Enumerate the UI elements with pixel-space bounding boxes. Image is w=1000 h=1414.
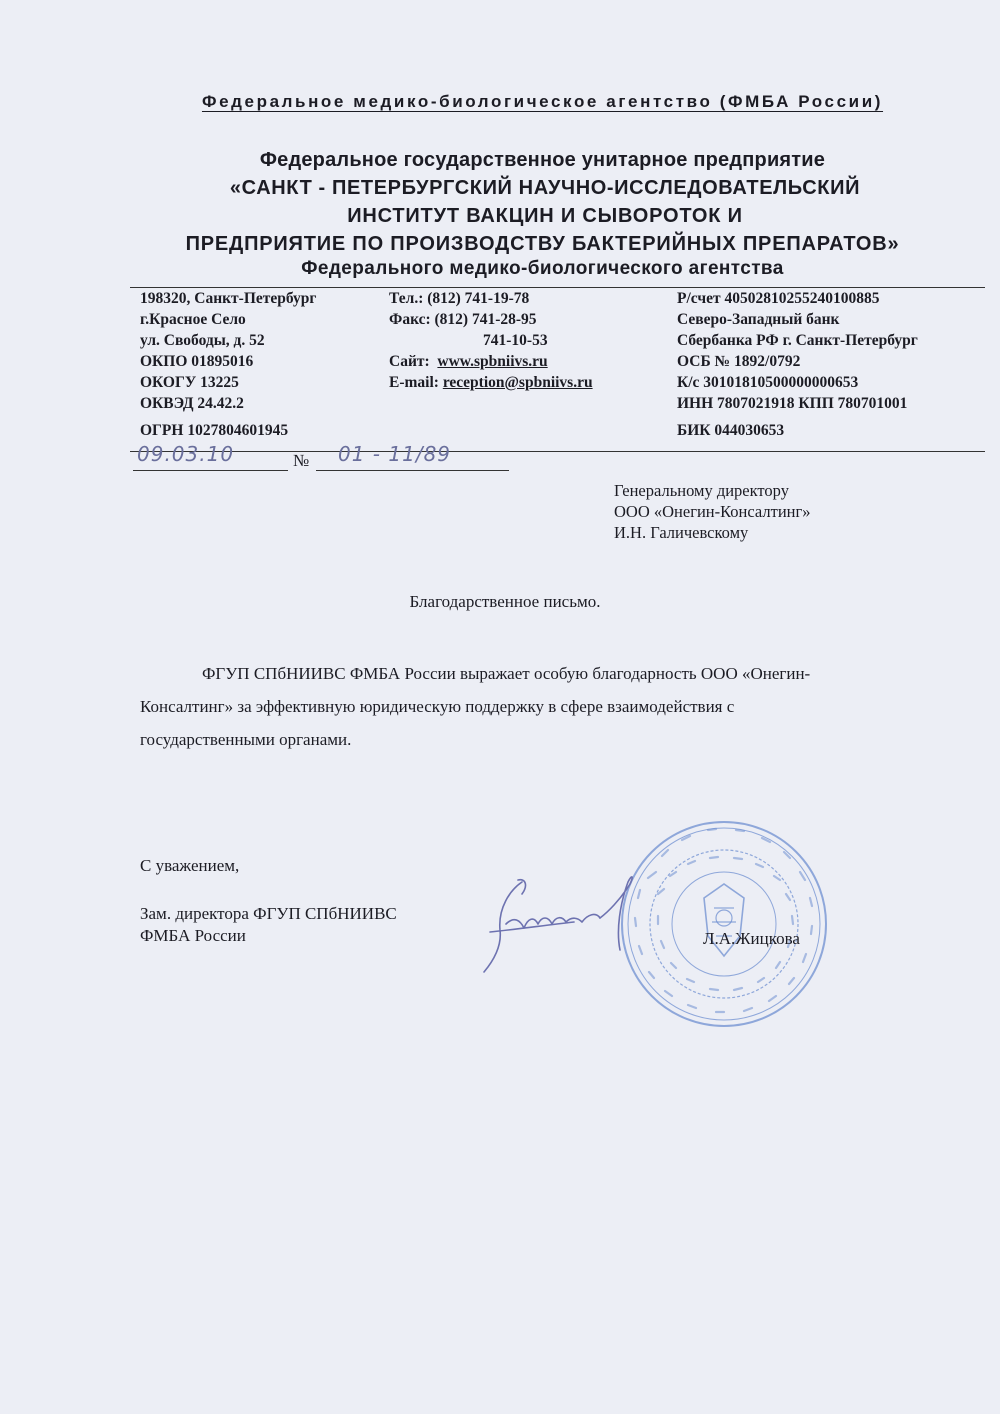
email-row: E-mail: reception@spbniivs.ru [389, 374, 593, 391]
address-column: 198320, Санкт-Петербург г.Красное Село ул. Свободы, д. 52 ОКПО 01895016 ОКОГУ 13225 ОКВЭД 24.42.2 ОГРН 1027804601945 [140, 290, 317, 439]
letter-body: ФГУП СПбНИИВС ФМБА России выражает особую благодарность ООО «Онегин- Консалтинг» за эффективную юридическую поддержку в сфере взаимодействия с государственными органами. [140, 664, 811, 749]
contacts-column [389, 288, 593, 393]
site-row: Сайт: www.spbniivs.ru [389, 353, 548, 370]
org-line: Федеральное государственное унитарное предприятие [259, 149, 826, 171]
fax: Факс: (812) 741-28-95 [389, 311, 537, 328]
agency-name: Федеральное медико-биологическое агентство (ФМБА России) [201, 92, 884, 111]
number-sign: № [293, 451, 310, 470]
org-line: ПРЕДПРИЯТИЕ ПО ПРОИЗВОДСТВУ БАКТЕРИЙНЫХ ПРЕПАРАТОВ» [185, 233, 900, 255]
site-link[interactable]: www.spbniivs.ru [437, 353, 548, 370]
phone: Тел.: (812) 741-19-78 [389, 290, 530, 307]
bik: БИК 044030653 [677, 422, 785, 439]
date-underline [133, 470, 288, 471]
organization-name [0, 146, 1000, 280]
org-line: Федерального медико-биологического агентства [301, 258, 784, 279]
email-link[interactable]: reception@spbniivs.ru [442, 374, 593, 391]
registration-number: 01 - 11/89 [338, 442, 452, 466]
org-line: ИНСТИТУТ ВАКЦИН И СЫВОРОТОК И [347, 205, 743, 227]
signer-name: Л.А.Жицкова [703, 929, 800, 948]
addressee-block: Генеральному директору ООО «Онегин-Консалтинг» И.Н. Галичевскому [614, 481, 811, 542]
letter-title: Благодарственное письмо. [409, 592, 601, 611]
fax-2: 741-10-53 [483, 332, 548, 349]
handwritten-signature [470, 860, 645, 990]
round-seal-stamp [618, 818, 830, 1030]
header-bottom-rule [130, 451, 985, 452]
registration-date: 09.03.10 [137, 442, 235, 466]
ogrn: ОГРН 1027804601945 [140, 422, 289, 439]
signer-title: Зам. директора ФГУП СПбНИИВС ФМБА России [140, 904, 397, 945]
org-line: «САНКТ - ПЕТЕРБУРГСКИЙ НАУЧНО-ИССЛЕДОВАТЕЛЬСКИЙ [229, 177, 861, 199]
bank-column: Р/счет 40502810255240100885 Северо-Западный банк Сбербанка РФ г. Санкт-Петербург ОСБ № 1892/0792 К/с 30101810500000000653 ИНН 7807021918 КПП 780701001 БИК 044030653 [677, 290, 918, 439]
closing-phrase: С уважением, [140, 856, 240, 875]
number-underline [316, 470, 509, 471]
